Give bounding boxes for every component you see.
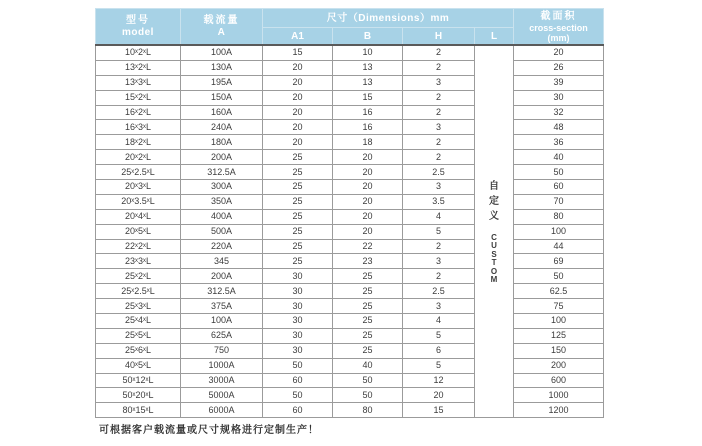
cell-model: 20ˣ2ˣL (96, 150, 181, 165)
cell-b: 50 (333, 388, 403, 403)
table-row (96, 254, 604, 269)
cell-h: 6 (403, 343, 475, 358)
table-row (96, 135, 604, 150)
cell-current: 3000A (181, 373, 263, 388)
cell-a1: 15 (263, 45, 333, 60)
cell-model: 20ˣ4ˣL (96, 209, 181, 224)
cell-b: 25 (333, 343, 403, 358)
cell-b: 20 (333, 150, 403, 165)
cell-cross-section: 125 (514, 328, 604, 343)
header-b: B (333, 28, 403, 46)
table-row (96, 299, 604, 314)
cell-a1: 20 (263, 75, 333, 90)
cell-b: 18 (333, 135, 403, 150)
table-row (96, 150, 604, 165)
cell-h: 20 (403, 388, 475, 403)
table-row (96, 224, 604, 239)
cell-b: 25 (333, 269, 403, 284)
cell-current: 100A (181, 314, 263, 329)
cell-cross-section: 50 (514, 269, 604, 284)
table-row (96, 284, 604, 299)
cell-current: 160A (181, 105, 263, 120)
cell-cross-section: 1000 (514, 388, 604, 403)
header-cross-unit: (mm) (547, 32, 570, 43)
cell-cross-section: 62.5 (514, 284, 604, 299)
cell-a1: 25 (263, 194, 333, 209)
cell-b: 25 (333, 314, 403, 329)
cell-model: 25ˣ3ˣL (96, 299, 181, 314)
cell-current: 1000A (181, 358, 263, 373)
cell-a1: 20 (263, 60, 333, 75)
table-row (96, 90, 604, 105)
cell-current: 6000A (181, 403, 263, 418)
cell-model: 25ˣ2.5ˣL (96, 165, 181, 180)
cell-model: 50ˣ20ˣL (96, 388, 181, 403)
cell-b: 25 (333, 328, 403, 343)
cell-a1: 25 (263, 224, 333, 239)
cell-a1: 20 (263, 120, 333, 135)
table-row (96, 165, 604, 180)
cell-h: 2 (403, 239, 475, 254)
footer-note: 可根据客户载流量或尺寸规格进行定制生产！ (99, 425, 319, 436)
cell-a1: 25 (263, 209, 333, 224)
header-model-en: model (122, 27, 154, 38)
cell-a1: 60 (263, 373, 333, 388)
header-a1: A1 (263, 28, 333, 46)
cell-a1: 20 (263, 90, 333, 105)
cell-cross-section: 1200 (514, 403, 604, 418)
cell-h: 2 (403, 45, 475, 60)
cell-model: 20ˣ3.5ˣL (96, 194, 181, 209)
cell-h: 3 (403, 254, 475, 269)
cell-h: 2 (403, 269, 475, 284)
cell-a1: 30 (263, 269, 333, 284)
cell-h: 15 (403, 403, 475, 418)
cell-cross-section: 44 (514, 239, 604, 254)
cell-current: 312.5A (181, 165, 263, 180)
header-current (181, 9, 263, 46)
cell-model: 10ˣ2ˣL (96, 45, 181, 60)
table-row (96, 45, 604, 60)
cell-cross-section: 69 (514, 254, 604, 269)
table-row (96, 60, 604, 75)
cell-model: 25ˣ5ˣL (96, 328, 181, 343)
cell-b: 40 (333, 358, 403, 373)
cell-b: 25 (333, 284, 403, 299)
cell-cross-section: 100 (514, 314, 604, 329)
header-dimensions-label: 尺寸（Dimensions）mm (326, 12, 450, 24)
custom-label-zh: 自 定 义 (489, 180, 500, 222)
cell-b: 15 (333, 90, 403, 105)
cell-h: 2 (403, 135, 475, 150)
cell-h: 2 (403, 150, 475, 165)
header-cross-section (514, 9, 604, 46)
cell-cross-section: 70 (514, 194, 604, 209)
cell-h: 2.5 (403, 284, 475, 299)
cell-cross-section: 48 (514, 120, 604, 135)
cell-b: 13 (333, 60, 403, 75)
cell-a1: 20 (263, 135, 333, 150)
cell-model: 16ˣ3ˣL (96, 120, 181, 135)
table-row (96, 269, 604, 284)
cell-model: 13ˣ2ˣL (96, 60, 181, 75)
cell-h: 4 (403, 314, 475, 329)
cell-a1: 30 (263, 343, 333, 358)
cell-cross-section: 32 (514, 105, 604, 120)
table-row (96, 314, 604, 329)
cell-cross-section: 36 (514, 135, 604, 150)
table-row (96, 328, 604, 343)
cell-cross-section: 150 (514, 343, 604, 358)
cell-h: 3 (403, 75, 475, 90)
cell-b: 20 (333, 165, 403, 180)
cell-a1: 50 (263, 388, 333, 403)
cell-a1: 30 (263, 284, 333, 299)
cell-current: 375A (181, 299, 263, 314)
table-row (96, 105, 604, 120)
cell-cross-section: 75 (514, 299, 604, 314)
cell-h: 12 (403, 373, 475, 388)
cell-current: 300A (181, 180, 263, 195)
cell-current: 500A (181, 224, 263, 239)
cell-a1: 25 (263, 150, 333, 165)
cell-cross-section: 100 (514, 224, 604, 239)
cell-b: 20 (333, 209, 403, 224)
table-row (96, 403, 604, 418)
cell-current: 5000A (181, 388, 263, 403)
cell-h: 2 (403, 60, 475, 75)
cell-b: 20 (333, 180, 403, 195)
header-current-en: A (217, 27, 226, 38)
cell-model: 18ˣ2ˣL (96, 135, 181, 150)
cell-model: 40ˣ5ˣL (96, 358, 181, 373)
cell-current: 195A (181, 75, 263, 90)
table-row (96, 75, 604, 90)
header-l: L (475, 28, 514, 46)
cell-cross-section: 600 (514, 373, 604, 388)
table-row (96, 358, 604, 373)
cell-current: 345 (181, 254, 263, 269)
cell-cross-section: 20 (514, 45, 604, 60)
cell-a1: 50 (263, 358, 333, 373)
cell-model: 25ˣ2ˣL (96, 269, 181, 284)
cell-model: 23ˣ3ˣL (96, 254, 181, 269)
cell-b: 20 (333, 224, 403, 239)
cell-b: 22 (333, 239, 403, 254)
cell-b: 10 (333, 45, 403, 60)
cell-a1: 25 (263, 165, 333, 180)
cell-h: 5 (403, 328, 475, 343)
cell-h: 3 (403, 120, 475, 135)
cell-model: 20ˣ5ˣL (96, 224, 181, 239)
cell-current: 150A (181, 90, 263, 105)
cell-current: 200A (181, 269, 263, 284)
cell-cross-section: 26 (514, 60, 604, 75)
cell-current: 625A (181, 328, 263, 343)
cell-b: 20 (333, 194, 403, 209)
cell-b: 16 (333, 120, 403, 135)
cell-a1: 30 (263, 328, 333, 343)
cell-a1: 20 (263, 105, 333, 120)
cell-b: 50 (333, 373, 403, 388)
table-row (96, 373, 604, 388)
table-row (96, 343, 604, 358)
table-row (96, 209, 604, 224)
cell-h: 5 (403, 358, 475, 373)
cell-current: 220A (181, 239, 263, 254)
cell-current: 750 (181, 343, 263, 358)
cell-current: 312.5A (181, 284, 263, 299)
header-h: H (403, 28, 475, 46)
spec-table (95, 8, 604, 418)
cell-model: 25ˣ4ˣL (96, 314, 181, 329)
cell-current: 350A (181, 194, 263, 209)
cell-a1: 30 (263, 299, 333, 314)
cell-h: 2 (403, 105, 475, 120)
cell-a1: 30 (263, 314, 333, 329)
cell-cross-section: 39 (514, 75, 604, 90)
cell-a1: 25 (263, 180, 333, 195)
cell-current: 100A (181, 45, 263, 60)
cell-h: 3.5 (403, 194, 475, 209)
table-row (96, 388, 604, 403)
custom-label-en: C U S T O M (490, 232, 498, 285)
table-body (96, 45, 604, 418)
cell-b: 25 (333, 299, 403, 314)
cell-h: 2 (403, 90, 475, 105)
header-model (96, 9, 181, 46)
header-current-zh: 载流量 (203, 15, 240, 26)
cell-current: 130A (181, 60, 263, 75)
cell-h: 3 (403, 299, 475, 314)
table-row (96, 239, 604, 254)
cell-model: 25ˣ6ˣL (96, 343, 181, 358)
cell-b: 80 (333, 403, 403, 418)
cell-h: 5 (403, 224, 475, 239)
table-row (96, 120, 604, 135)
cell-cross-section: 80 (514, 209, 604, 224)
cell-current: 180A (181, 135, 263, 150)
cell-cross-section: 60 (514, 180, 604, 195)
cell-model: 22ˣ2ˣL (96, 239, 181, 254)
table-row (96, 180, 604, 195)
cell-cross-section: 50 (514, 165, 604, 180)
cell-cross-section: 200 (514, 358, 604, 373)
cell-b: 13 (333, 75, 403, 90)
cell-b: 16 (333, 105, 403, 120)
cell-a1: 25 (263, 239, 333, 254)
header-cross-en: cross-section (529, 22, 588, 33)
cell-model: 50ˣ12ˣL (96, 373, 181, 388)
cell-cross-section: 30 (514, 90, 604, 105)
cell-a1: 25 (263, 254, 333, 269)
cell-l-custom (475, 45, 514, 418)
cell-h: 2.5 (403, 165, 475, 180)
cell-model: 80ˣ15ˣL (96, 403, 181, 418)
cell-h: 4 (403, 209, 475, 224)
cell-model: 15ˣ2ˣL (96, 90, 181, 105)
header-dimensions (263, 9, 514, 28)
cell-model: 13ˣ3ˣL (96, 75, 181, 90)
cell-model: 20ˣ3ˣL (96, 180, 181, 195)
cell-current: 400A (181, 209, 263, 224)
cell-current: 200A (181, 150, 263, 165)
cell-b: 23 (333, 254, 403, 269)
cell-model: 25ˣ2.5ˣL (96, 284, 181, 299)
table-header (96, 9, 604, 46)
cell-current: 240A (181, 120, 263, 135)
cell-cross-section: 40 (514, 150, 604, 165)
cell-h: 3 (403, 180, 475, 195)
header-cross-zh: 截面积 (540, 10, 577, 22)
table-row (96, 194, 604, 209)
header-model-zh: 型号 (126, 15, 150, 26)
cell-model: 16ˣ2ˣL (96, 105, 181, 120)
cell-a1: 60 (263, 403, 333, 418)
